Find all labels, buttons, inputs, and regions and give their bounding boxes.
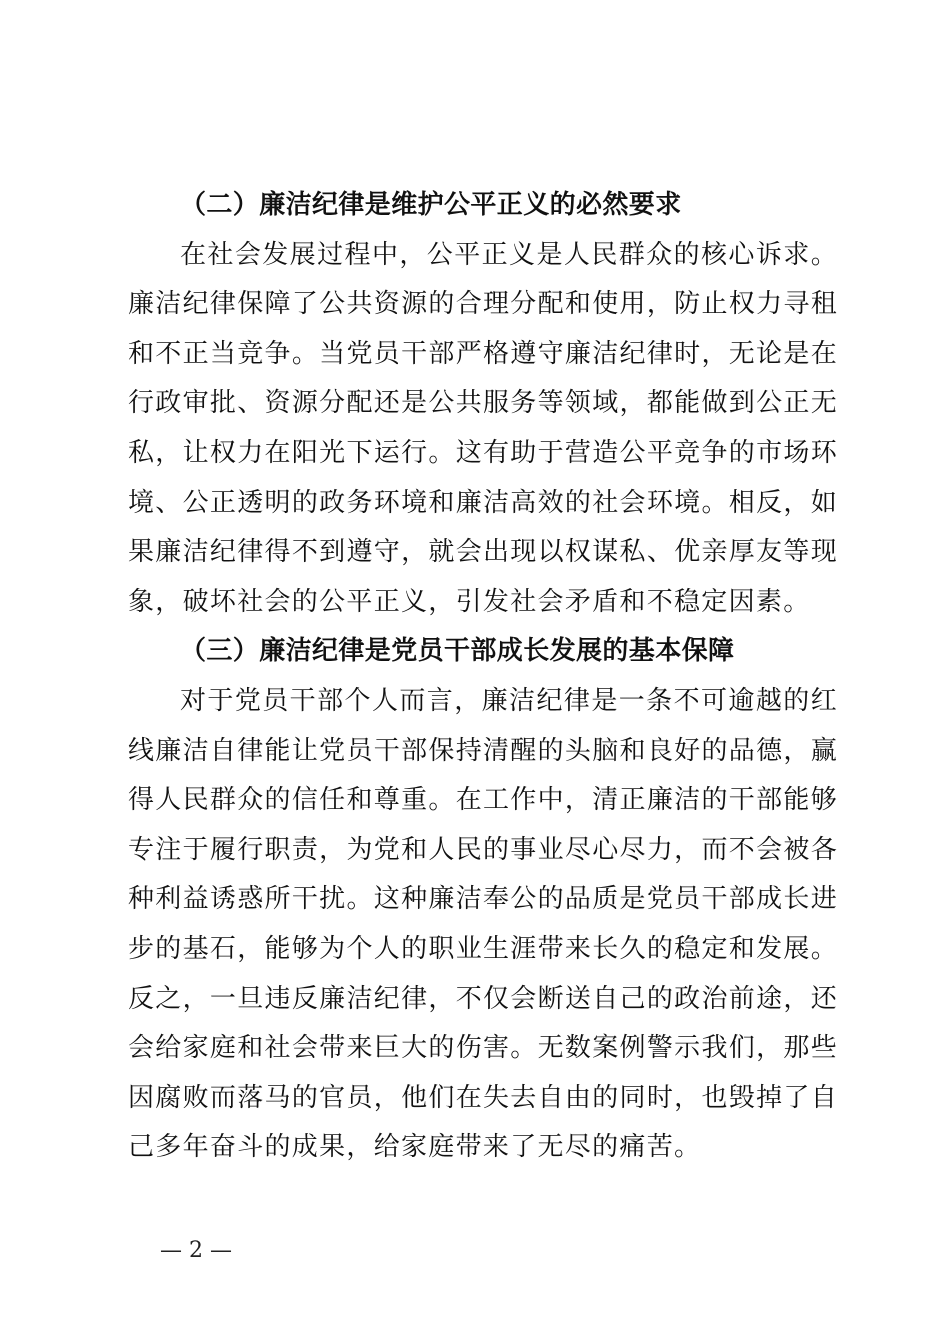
page-number: — 2 —	[160, 1238, 232, 1263]
section-heading-3: （三）廉洁纪律是党员干部成长发展的基本保障	[180, 636, 735, 667]
section-paragraph-3: 对于党员干部个人而言，廉洁纪律是一条不可逾越的红线廉洁自律能让党员干部保持清醒的头脑和良好的品德，赢得人民群众的信任和尊重。在工作中，清正廉洁的干部能够专注于履行职责，为党和人民的事业尽心尽力，而不会被各种利益诱惑所干扰。这种廉洁奉公的品质是党员干部成长进步的基石，能够为个人的职业生涯带来长久的稳定和发展。反之，一旦违反廉洁纪律，不仅会断送自己的政治前途，还会给家庭和社会带来巨大的伤害。无数案例警示我们，那些因腐败而落马的官员，他们在失去自由的同时，也毁掉了自己多年奋斗的成果，给家庭带来了无尽的痛苦。	[128, 685, 838, 1163]
section-heading-2: （二）廉洁纪律是维护公平正义的必然要求	[180, 190, 682, 220]
document-body	[128, 181, 838, 1173]
section-paragraph-2: 在社会发展过程中，公平正义是人民群众的核心诉求。廉洁纪律保障了公共资源的合理分配和使用，防止权力寻租和不正当竞争。当党员干部严格遵守廉洁纪律时，无论是在行政审批、资源分配还是公共服务等领域，都能做到公正无私，让权力在阳光下运行。这有助于营造公平竞争的市场环境、公正透明的政务环境和廉洁高效的社会环境。相反，如果廉洁纪律得不到遵守，就会出现以权谋私、优亲厚友等现象，破坏社会的公平正义，引发社会矛盾和不稳定因素。	[128, 239, 838, 617]
